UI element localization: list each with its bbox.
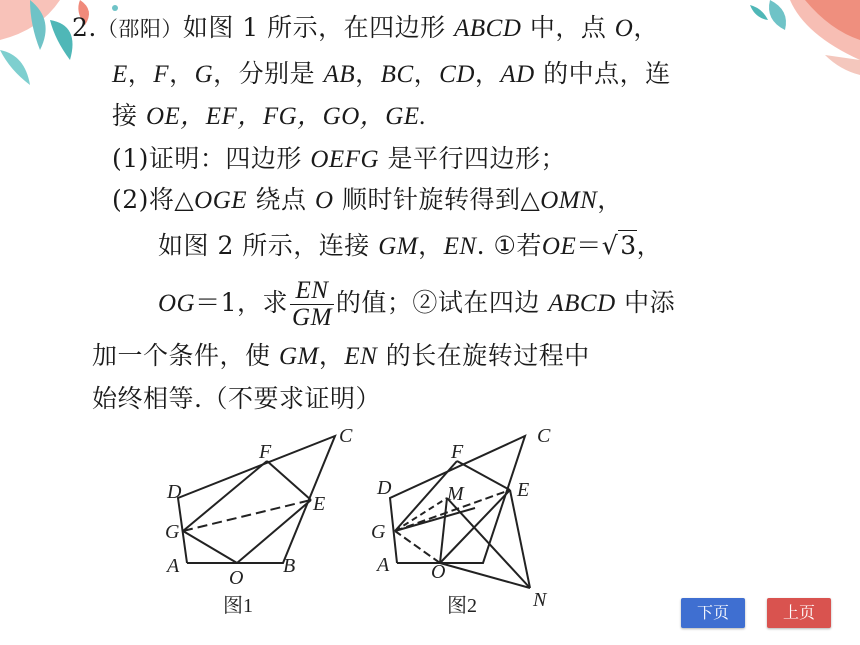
text: ， [169, 59, 195, 88]
text: 如图 1 所示，在四边形 [182, 13, 455, 42]
figures-panel [165, 428, 557, 616]
part-2-line-4 [92, 338, 590, 375]
segment-extra [395, 508, 475, 531]
floral-decoration-right [710, 0, 860, 90]
segment-og [183, 531, 237, 563]
part-2-line-3 [158, 278, 675, 331]
quad-abcd: ABCD [454, 15, 522, 42]
segment-fe-2 [457, 461, 510, 490]
text: ， [127, 59, 154, 88]
seg-en: EN [344, 343, 378, 370]
text: ， [318, 341, 345, 370]
segment-fe [267, 461, 311, 500]
label-m: M [447, 483, 464, 505]
text: 的值；②试在四边 [335, 288, 549, 317]
text: 中添 [615, 288, 676, 317]
text: 加一个条件，使 [92, 341, 279, 370]
text: ＝ [576, 231, 602, 260]
text: 是平行四边形； [379, 144, 566, 173]
triangle-omn: OMN [540, 187, 598, 214]
label-e: E [313, 493, 326, 515]
label-c: C [339, 428, 353, 447]
figure-1 [178, 436, 335, 563]
label-o-2: O [431, 561, 446, 583]
label-a-2: A [377, 554, 390, 576]
text: ， [474, 59, 501, 88]
part-1 [112, 141, 566, 178]
label-n: N [533, 589, 547, 611]
previous-page-button[interactable]: 上页 [767, 598, 831, 628]
text: 的长在旋转过程中 [377, 341, 590, 370]
segment-on [440, 563, 530, 588]
label-d-2: D [377, 477, 392, 499]
seg-gm: GM [278, 343, 319, 370]
label-f-2: F [451, 441, 464, 463]
text: ， [636, 231, 663, 260]
label-f: F [259, 441, 272, 463]
part-2-line-5 [92, 381, 381, 417]
text: ， [418, 231, 444, 260]
seg-bc: BC [380, 61, 414, 88]
point-g: G [194, 61, 214, 88]
text: 接 [112, 101, 146, 130]
quad-abcd: ABCD [548, 290, 616, 317]
text: 的中点，连 [534, 59, 671, 88]
figure-1-labels [165, 428, 353, 589]
label-c-2: C [537, 428, 551, 447]
text: ，分别是 [213, 59, 324, 88]
label-o: O [229, 567, 244, 589]
sqrt-value: 3 [620, 231, 637, 260]
problem-source: （邵阳） [96, 17, 183, 41]
seg-oe: OE [541, 233, 577, 260]
fraction-numerator: EN [290, 278, 334, 305]
quad-oefg: OEFG [310, 146, 380, 173]
triangle-oge: OGE [194, 187, 248, 214]
text: 如图 2 所示，连接 [158, 231, 379, 260]
label-e-2: E [517, 479, 530, 501]
segment-om [440, 498, 447, 563]
segment-list: OE，EF，FG，GO，GE. [145, 103, 427, 130]
text: ， [633, 13, 659, 42]
problem-line-2 [112, 56, 671, 93]
point-o: O [314, 187, 334, 214]
fraction-denominator: GM [292, 304, 332, 331]
label-g: G [165, 521, 180, 543]
text: 顺时针旋转得到△ [333, 185, 541, 214]
problem-line-1 [72, 10, 659, 47]
label-b: B [283, 555, 296, 577]
point-e: E [112, 61, 128, 88]
seg-cd: CD [439, 61, 475, 88]
part-2-line-2: 如图 2 所示，连接 GM，EN. ①若OE＝√3， [158, 231, 663, 260]
segment-gf [183, 461, 267, 531]
next-page-button[interactable]: 下页 [681, 598, 745, 628]
seg-en: EN [443, 233, 477, 260]
text: (1)证明：四边形 [112, 144, 311, 173]
figure-2-caption: 图2 [447, 595, 477, 616]
seg-ad: AD [500, 61, 535, 88]
point-f: F [153, 61, 170, 88]
quadrilateral-abcd [178, 436, 335, 563]
text: ， [355, 59, 381, 88]
seg-og: OG [158, 290, 196, 317]
seg-gm: GM [378, 233, 419, 260]
label-a: A [167, 555, 180, 577]
text: 始终相等.（不要求证明） [92, 384, 381, 413]
text: (2)将△ [112, 185, 195, 214]
point-o: O [614, 15, 634, 42]
text: 中，点 [521, 13, 615, 42]
fraction-en-gm [290, 278, 334, 331]
problem-line-3 [112, 98, 426, 135]
figure-1-caption: 图1 [223, 595, 253, 616]
label-d: D [167, 481, 182, 503]
label-g-2: G [371, 521, 386, 543]
segment-en [510, 490, 530, 588]
text: ， [413, 59, 440, 88]
geometry-figures [165, 428, 557, 616]
part-2-line-1 [112, 182, 623, 219]
text: ＝1，求 [195, 288, 289, 317]
problem-number: 2. [72, 13, 97, 42]
text: 绕点 [247, 185, 315, 214]
text: ， [597, 185, 623, 214]
text: . ①若 [476, 231, 542, 260]
figure-2-labels [371, 428, 551, 611]
seg-ab: AB [323, 61, 356, 88]
segment-og-2 [395, 531, 440, 563]
